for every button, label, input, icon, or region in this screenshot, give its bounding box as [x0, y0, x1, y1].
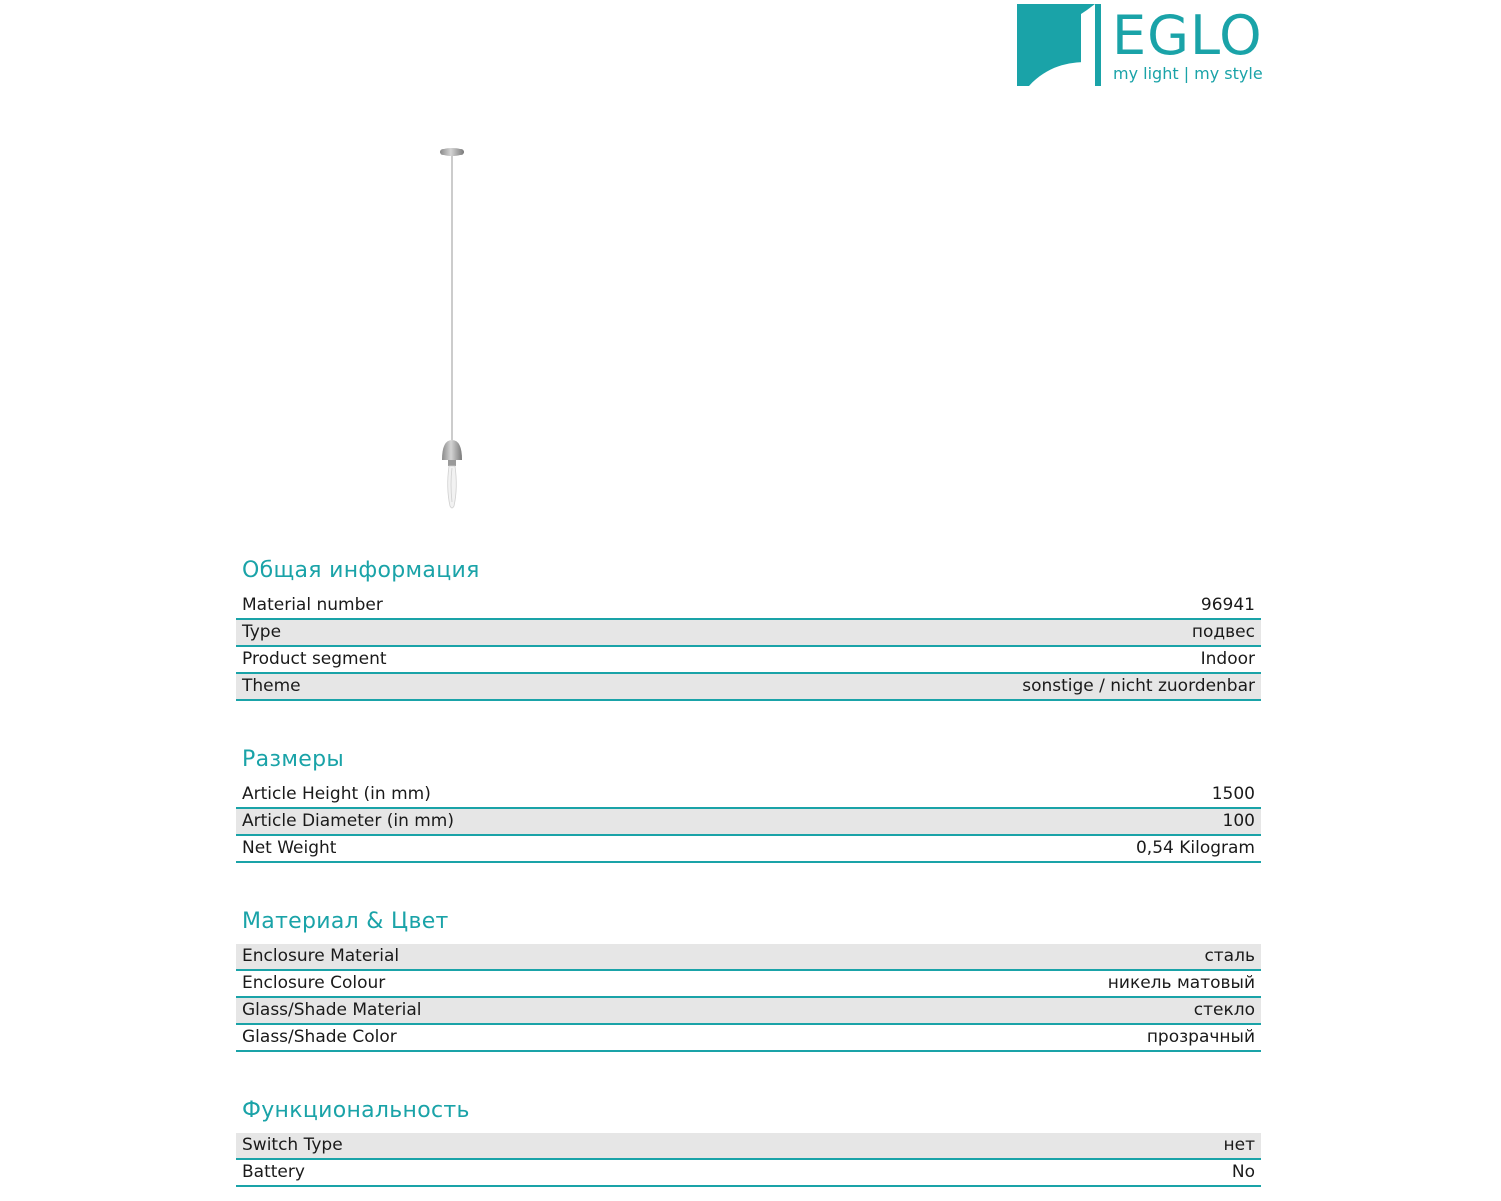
spec-label: Article Height (in mm)	[242, 784, 431, 804]
spec-row	[236, 971, 1261, 998]
brand-name: EGLO	[1112, 4, 1263, 67]
section-title: Размеры	[242, 747, 345, 772]
spec-label: Material number	[242, 595, 383, 615]
spec-table	[236, 782, 1261, 863]
spec-label: Enclosure Colour	[242, 973, 386, 993]
section-title: Материал & Цвет	[242, 909, 449, 934]
spec-label: Net Weight	[242, 838, 337, 858]
spec-value: 1500	[1211, 784, 1255, 804]
spec-row	[236, 1160, 1261, 1187]
section-general-info	[236, 556, 1261, 701]
pendant-lamp-image	[434, 144, 470, 512]
section-material-color	[236, 907, 1261, 1052]
spec-table	[236, 944, 1261, 1052]
spec-row	[236, 593, 1261, 620]
spec-value: нет	[1223, 1135, 1255, 1155]
spec-value: стекло	[1193, 1000, 1255, 1020]
spec-row	[236, 1133, 1261, 1160]
spec-value: прозрачный	[1146, 1027, 1255, 1047]
spec-value: 100	[1222, 811, 1255, 831]
spec-label: Product segment	[242, 649, 387, 669]
spec-row	[236, 647, 1261, 674]
eglo-logo-mark-icon	[1017, 4, 1101, 86]
spec-row	[236, 998, 1261, 1025]
section-title: Функциональность	[242, 1098, 470, 1123]
section-dimensions	[236, 745, 1261, 863]
spec-row	[236, 836, 1261, 863]
spec-value: 0,54 Kilogram	[1135, 838, 1255, 858]
brand-tagline: my light | my style	[1113, 64, 1263, 83]
spec-row	[236, 944, 1261, 971]
spec-table	[236, 593, 1261, 701]
spec-value: подвес	[1191, 622, 1255, 642]
spec-value: никель матовый	[1107, 973, 1255, 993]
spec-label: Switch Type	[242, 1135, 343, 1155]
section-title: Общая информация	[242, 558, 480, 583]
spec-value: Indoor	[1200, 649, 1255, 669]
spec-row	[236, 809, 1261, 836]
eglo-logo	[1017, 4, 1267, 88]
spec-value: сталь	[1204, 946, 1255, 966]
spec-value: No	[1231, 1162, 1255, 1182]
spec-label: Glass/Shade Material	[242, 1000, 422, 1020]
spec-value: sonstige / nicht zuordenbar	[1022, 676, 1255, 696]
spec-label: Theme	[242, 676, 301, 696]
spec-row	[236, 1025, 1261, 1052]
spec-value: 96941	[1200, 595, 1255, 615]
spec-row	[236, 620, 1261, 647]
spec-label: Type	[242, 622, 282, 642]
spec-label: Enclosure Material	[242, 946, 400, 966]
section-functionality	[236, 1096, 1261, 1187]
spec-row	[236, 674, 1261, 701]
spec-table	[236, 1133, 1261, 1187]
spec-label: Glass/Shade Color	[242, 1027, 397, 1047]
spec-row	[236, 782, 1261, 809]
spec-label: Article Diameter (in mm)	[242, 811, 454, 831]
spec-label: Battery	[242, 1162, 305, 1182]
